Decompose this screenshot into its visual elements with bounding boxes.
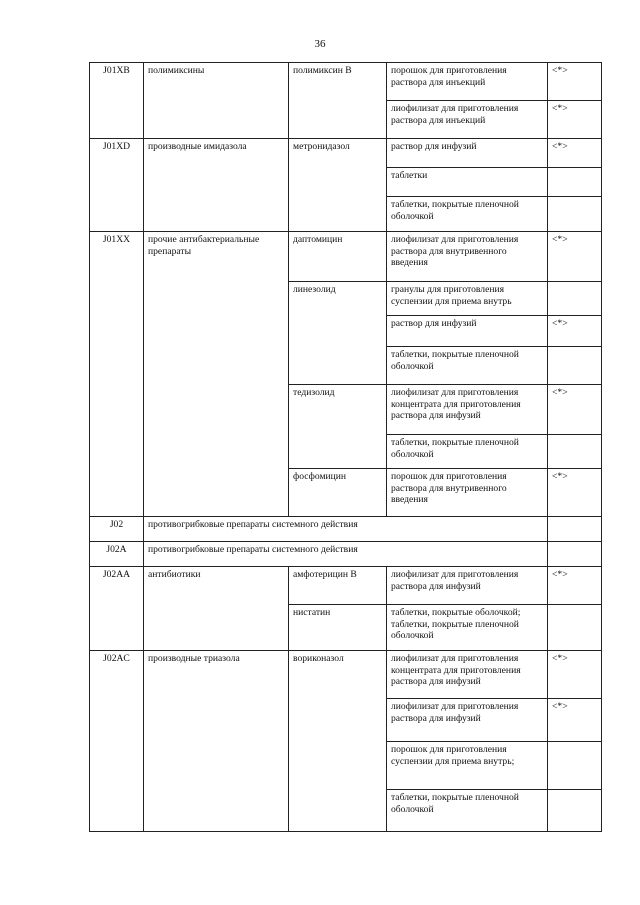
note-mark: <*>: [548, 232, 602, 282]
table-row: [90, 651, 602, 699]
dosage-form: раствор для инфузий: [387, 316, 548, 347]
drug-name: вориконазол: [289, 651, 387, 832]
dosage-form: таблетки: [387, 168, 548, 197]
table-row: [90, 139, 602, 168]
group-name: противогрибковые препараты системного действия: [144, 517, 548, 542]
atc-code: J02: [90, 517, 144, 542]
note-mark: <*>: [548, 139, 602, 168]
table-row: [90, 232, 602, 282]
medication-table: [89, 62, 602, 832]
drug-name: даптомицин: [289, 232, 387, 282]
dosage-form: таблетки, покрытые пленочной оболочкой: [387, 435, 548, 469]
dosage-form: лиофилизат для приготовления раствора для инъекций: [387, 101, 548, 139]
dosage-form: раствор для инфузий: [387, 139, 548, 168]
page-number: 36: [314, 38, 326, 50]
drug-name: нистатин: [289, 605, 387, 651]
dosage-form: порошок для приготовления раствора для внутривенного введения: [387, 469, 548, 517]
dosage-form: порошок для приготовления суспензии для приема внутрь;: [387, 742, 548, 790]
note-mark: <*>: [548, 469, 602, 517]
dosage-form: лиофилизат для приготовления раствора для инфузий: [387, 699, 548, 742]
dosage-form: лиофилизат для приготовления раствора для внутривенного введения: [387, 232, 548, 282]
dosage-form: лиофилизат для приготовления раствора для инфузий: [387, 567, 548, 605]
note-cell: [548, 790, 602, 832]
atc-code: J01XX: [90, 232, 144, 517]
drug-name: метронидазол: [289, 139, 387, 232]
note-mark: <*>: [548, 385, 602, 435]
note-cell: [548, 517, 602, 542]
dosage-form: таблетки, покрытые оболочкой; таблетки, покрытые пленочной оболочкой: [387, 605, 548, 651]
dosage-form: таблетки, покрытые пленочной оболочкой: [387, 197, 548, 232]
table-row: [90, 542, 602, 567]
note-mark: <*>: [548, 63, 602, 101]
note-cell: [548, 197, 602, 232]
group-name: антибиотики: [144, 567, 289, 651]
note-mark: <*>: [548, 101, 602, 139]
dosage-form: таблетки, покрытые пленочной оболочкой: [387, 347, 548, 385]
dosage-form: гранулы для приготовления суспензии для приема внутрь: [387, 282, 548, 316]
dosage-form: лиофилизат для приготовления концентрата для приготовления раствора для инфузий: [387, 651, 548, 699]
atc-code: J02AC: [90, 651, 144, 832]
table-row: [90, 517, 602, 542]
atc-code: J02AA: [90, 567, 144, 651]
atc-code: J01XB: [90, 63, 144, 139]
table-row: [90, 567, 602, 605]
group-name: полимиксины: [144, 63, 289, 139]
note-mark: <*>: [548, 651, 602, 699]
note-mark: <*>: [548, 316, 602, 347]
note-cell: [548, 168, 602, 197]
note-cell: [548, 742, 602, 790]
drug-name: полимиксин B: [289, 63, 387, 139]
dosage-form: порошок для приготовления раствора для инъекций: [387, 63, 548, 101]
dosage-form: лиофилизат для приготовления концентрата для приготовления раствора для инфузий: [387, 385, 548, 435]
note-cell: [548, 542, 602, 567]
drug-name: амфотерицин B: [289, 567, 387, 605]
group-name: противогрибковые препараты системного действия: [144, 542, 548, 567]
note-mark: <*>: [548, 699, 602, 742]
note-mark: <*>: [548, 567, 602, 605]
note-cell: [548, 282, 602, 316]
group-name: производные имидазола: [144, 139, 289, 232]
group-name: производные триазола: [144, 651, 289, 832]
table-row: [90, 63, 602, 101]
note-cell: [548, 435, 602, 469]
note-cell: [548, 347, 602, 385]
drug-name: тедизолид: [289, 385, 387, 469]
atc-code: J01XD: [90, 139, 144, 232]
drug-name: фосфомицин: [289, 469, 387, 517]
drug-name: линезолид: [289, 282, 387, 385]
dosage-form: таблетки, покрытые пленочной оболочкой: [387, 790, 548, 832]
note-cell: [548, 605, 602, 651]
group-name: прочие антибактериальные препараты: [144, 232, 289, 517]
atc-code: J02A: [90, 542, 144, 567]
